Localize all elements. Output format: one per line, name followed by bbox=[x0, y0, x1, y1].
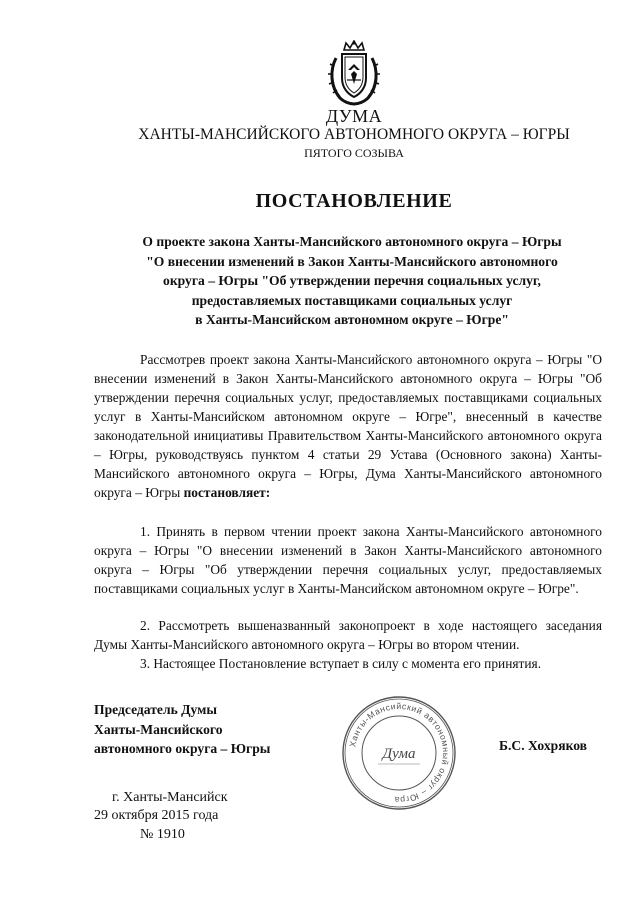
convocation-label: ПЯТОГО СОЗЫВА bbox=[304, 146, 404, 160]
city-label: г. Ханты-Мансийск bbox=[112, 790, 228, 805]
resolves-label: постановляет: bbox=[183, 485, 271, 500]
resolution-item-2: 2. Рассмотреть вышеназванный законопроект в ходе настоящего заседания Думы Ханты-Мансийского автономного округа – Югры во втором чтении. bbox=[94, 618, 602, 652]
signatory-title bbox=[94, 700, 270, 759]
resolution-subject bbox=[110, 232, 594, 330]
official-seal-stamp bbox=[338, 692, 460, 814]
document-type: ПОСТАНОВЛЕНИЕ bbox=[255, 190, 453, 212]
duma-title: ДУМА bbox=[325, 106, 383, 126]
document-number: № 1910 bbox=[140, 827, 185, 842]
resolution-item-3: 3. Настоящее Постановление вступает в силу с момента его принятия. bbox=[140, 656, 542, 671]
coat-of-arms-icon bbox=[326, 40, 382, 106]
signatory-title-line: автономного округа – Югры bbox=[94, 741, 271, 756]
svg-text:Дума: Дума bbox=[382, 746, 416, 762]
subject-line: О проекте закона Ханты-Мансийского автономного округа – Югры bbox=[142, 234, 562, 249]
subject-line: "О внесении изменений в Закон Ханты-Мансийского автономного bbox=[146, 253, 558, 269]
subject-line: в Ханты-Мансийском автономном округе – Югре" bbox=[195, 312, 509, 327]
signatory-title-line: Председатель Думы bbox=[94, 702, 218, 717]
resolution-item-1: 1. Принять в первом чтении проект закона Ханты-Мансийского автономного округа – Югры "О внесении изменений в Закон Ханты-Мансийского автономного округа – Югры "Об утверждении перечня социальных услуг, предоставляемых поставщиками социальных услуг в Ханты-Мансийском автономном округе – Югре". bbox=[94, 524, 602, 596]
signatory-name: Б.С. Хохряков bbox=[499, 738, 588, 753]
okrug-title: ХАНТЫ-МАНСИЙСКОГО АВТОНОМНОГО ОКРУГА – ЮГРЫ bbox=[138, 126, 570, 143]
intro-paragraph bbox=[94, 350, 602, 502]
date-label: 29 октября 2015 года bbox=[94, 808, 219, 823]
intro-text: Рассмотрев проект закона Ханты-Мансийского автономного округа – Югры "О внесении изменений в Закон Ханты-Мансийского автономного округа – Югры "Об утверждении перечня социальных услуг, предоставляемых поставщиками социальных услуг в Ханты-Мансийском автономном округе – Югре", внесенный в качестве законодательной инициативы Правительством Ханты-Мансийского автономного округа – Югры, руководствуясь пунктом 4 статьи 29 Устава (Основного закона) Ханты-Мансийского автономного округа – Югры, Дума Ханты-Мансийского автономного округа – Югры bbox=[94, 352, 602, 500]
signatory-title-line: Ханты-Мансийского bbox=[94, 721, 223, 737]
svg-text:Ханты-Мансийский автономный ок: Ханты-Мансийский автономный округ – Югра bbox=[347, 700, 452, 806]
subject-line: округа – Югры "Об утверждении перечня социальных услуг, bbox=[163, 273, 541, 288]
subject-line: предоставляемых поставщиками социальных услуг bbox=[191, 292, 513, 308]
